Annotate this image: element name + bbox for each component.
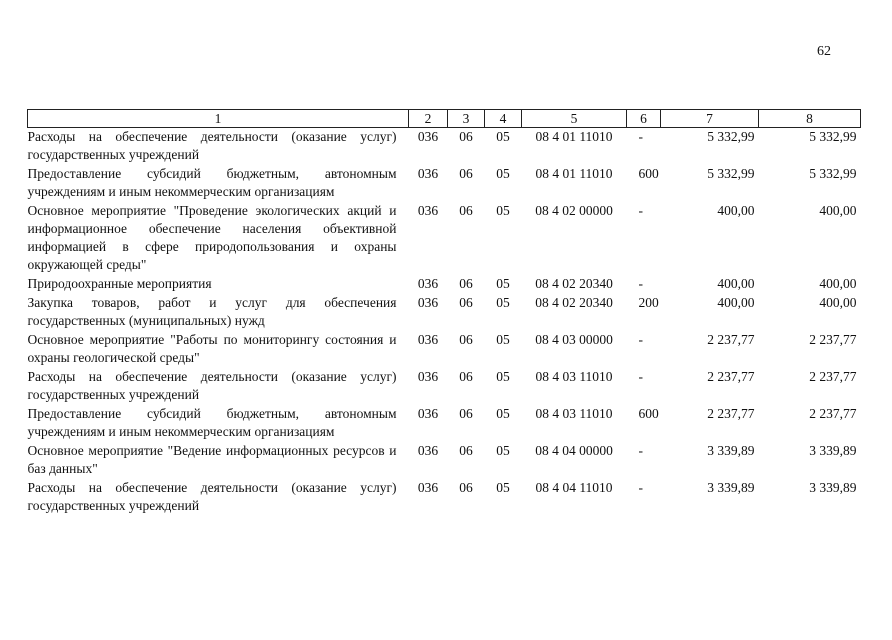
row-ved-cell: 036 [417,480,439,495]
row-subsection-cell: 05 [496,480,510,495]
row-name-cell: Расходы на обеспечение деятельности (оказание услуг) государственных учреждений [27,369,397,402]
row-ved-cell: 036 [417,166,439,181]
row-section-cell: 06 [459,276,473,291]
row-expense-type-cell: 200 [638,295,659,310]
row-name-cell: Основное мероприятие "Ведение информационных ресурсов и баз данных" [27,443,397,476]
row-name-cell: Основное мероприятие "Работы по мониторингу состояния и охраны геологической среды" [27,332,397,365]
row-amount-1-cell: 2 237,77 [707,406,755,421]
row-ved-cell: 036 [417,295,439,310]
row-target-article-cell: 08 4 02 20340 [535,276,613,291]
row-amount-2-cell: 400,00 [819,295,857,310]
row-ved-cell: 036 [417,369,439,384]
row-ved-cell: 036 [417,443,439,458]
row-target-article-cell: 08 4 03 11010 [535,369,613,384]
table-row [28,202,861,275]
row-ved-cell: 036 [417,332,439,347]
row-amount-1-cell: 400,00 [717,203,755,218]
row-name-cell: Закупка товаров, работ и услуг для обеспечения государственных (муниципальных) нужд [27,295,397,328]
row-section-cell: 06 [459,332,473,347]
row-amount-1-cell: 400,00 [717,295,755,310]
row-name-cell: Природоохранные мероприятия [27,276,212,291]
table-row [28,405,861,442]
row-target-article-cell: 08 4 03 00000 [535,332,613,347]
row-target-article-cell: 08 4 03 11010 [535,406,613,421]
header-col-3: 3 [448,110,485,128]
row-amount-2-cell: 2 237,77 [809,406,857,421]
row-subsection-cell: 05 [496,295,510,310]
row-amount-2-cell: 2 237,77 [809,332,857,347]
page-number: 62 [817,44,831,59]
row-amount-2-cell: 400,00 [819,203,857,218]
row-amount-1-cell: 5 332,99 [707,166,755,181]
row-expense-type-cell: - [638,129,643,144]
row-section-cell: 06 [459,443,473,458]
row-amount-1-cell: 3 339,89 [707,443,755,458]
row-name-cell: Расходы на обеспечение деятельности (оказание услуг) государственных учреждений [27,480,397,513]
header-col-5: 5 [522,110,627,128]
row-name-cell: Предоставление субсидий бюджетным, автономным учреждениям и иным некоммерческим организациям [27,166,397,199]
row-amount-2-cell: 400,00 [819,276,857,291]
row-expense-type-cell: - [638,276,643,291]
row-amount-1-cell: 400,00 [717,276,755,291]
header-col-8: 8 [759,110,861,128]
row-section-cell: 06 [459,295,473,310]
table-header [28,110,861,128]
row-amount-1-cell: 2 237,77 [707,369,755,384]
row-amount-1-cell: 2 237,77 [707,332,755,347]
row-target-article-cell: 08 4 02 00000 [535,203,613,218]
table-row [28,294,861,331]
row-section-cell: 06 [459,480,473,495]
table-row [28,165,861,202]
row-section-cell: 06 [459,203,473,218]
table-row [28,442,861,479]
table-row [28,368,861,405]
row-ved-cell: 036 [417,276,439,291]
table-row [28,479,861,516]
row-subsection-cell: 05 [496,332,510,347]
row-ved-cell: 036 [417,203,439,218]
row-amount-1-cell: 5 332,99 [707,129,755,144]
budget-table [27,109,861,516]
row-expense-type-cell: 600 [638,406,659,421]
header-col-1: 1 [28,110,409,128]
row-expense-type-cell: - [638,332,643,347]
header-col-6: 6 [627,110,661,128]
row-subsection-cell: 05 [496,369,510,384]
row-amount-2-cell: 3 339,89 [809,480,857,495]
row-subsection-cell: 05 [496,443,510,458]
header-col-7: 7 [661,110,759,128]
row-expense-type-cell: - [638,480,643,495]
row-subsection-cell: 05 [496,166,510,181]
row-expense-type-cell: 600 [638,166,659,181]
row-name-cell: Основное мероприятие "Проведение экологических акций и информационное обеспечение населения объективной информацией в сфере природопользования и охраны окружающей среды" [27,203,397,272]
row-target-article-cell: 08 4 01 11010 [535,129,613,144]
row-target-article-cell: 08 4 04 11010 [535,480,613,495]
row-amount-2-cell: 5 332,99 [809,129,857,144]
header-col-2: 2 [409,110,448,128]
row-ved-cell: 036 [417,129,439,144]
row-target-article-cell: 08 4 02 20340 [535,295,613,310]
row-name-cell: Предоставление субсидий бюджетным, автономным учреждениям и иным некоммерческим организациям [27,406,397,439]
row-section-cell: 06 [459,406,473,421]
table-body [28,128,861,517]
row-subsection-cell: 05 [496,276,510,291]
row-subsection-cell: 05 [496,129,510,144]
row-section-cell: 06 [459,369,473,384]
table-row [28,331,861,368]
table-row [28,275,861,294]
row-expense-type-cell: - [638,443,643,458]
row-expense-type-cell: - [638,369,643,384]
row-target-article-cell: 08 4 04 00000 [535,443,613,458]
row-section-cell: 06 [459,166,473,181]
header-row [28,110,861,128]
header-col-4: 4 [485,110,522,128]
row-subsection-cell: 05 [496,406,510,421]
row-amount-2-cell: 3 339,89 [809,443,857,458]
table-row [28,128,861,166]
row-section-cell: 06 [459,129,473,144]
row-amount-1-cell: 3 339,89 [707,480,755,495]
row-ved-cell: 036 [417,406,439,421]
row-subsection-cell: 05 [496,203,510,218]
row-target-article-cell: 08 4 01 11010 [535,166,613,181]
row-expense-type-cell: - [638,203,643,218]
row-amount-2-cell: 2 237,77 [809,369,857,384]
row-amount-2-cell: 5 332,99 [809,166,857,181]
row-name-cell: Расходы на обеспечение деятельности (оказание услуг) государственных учреждений [27,129,397,162]
